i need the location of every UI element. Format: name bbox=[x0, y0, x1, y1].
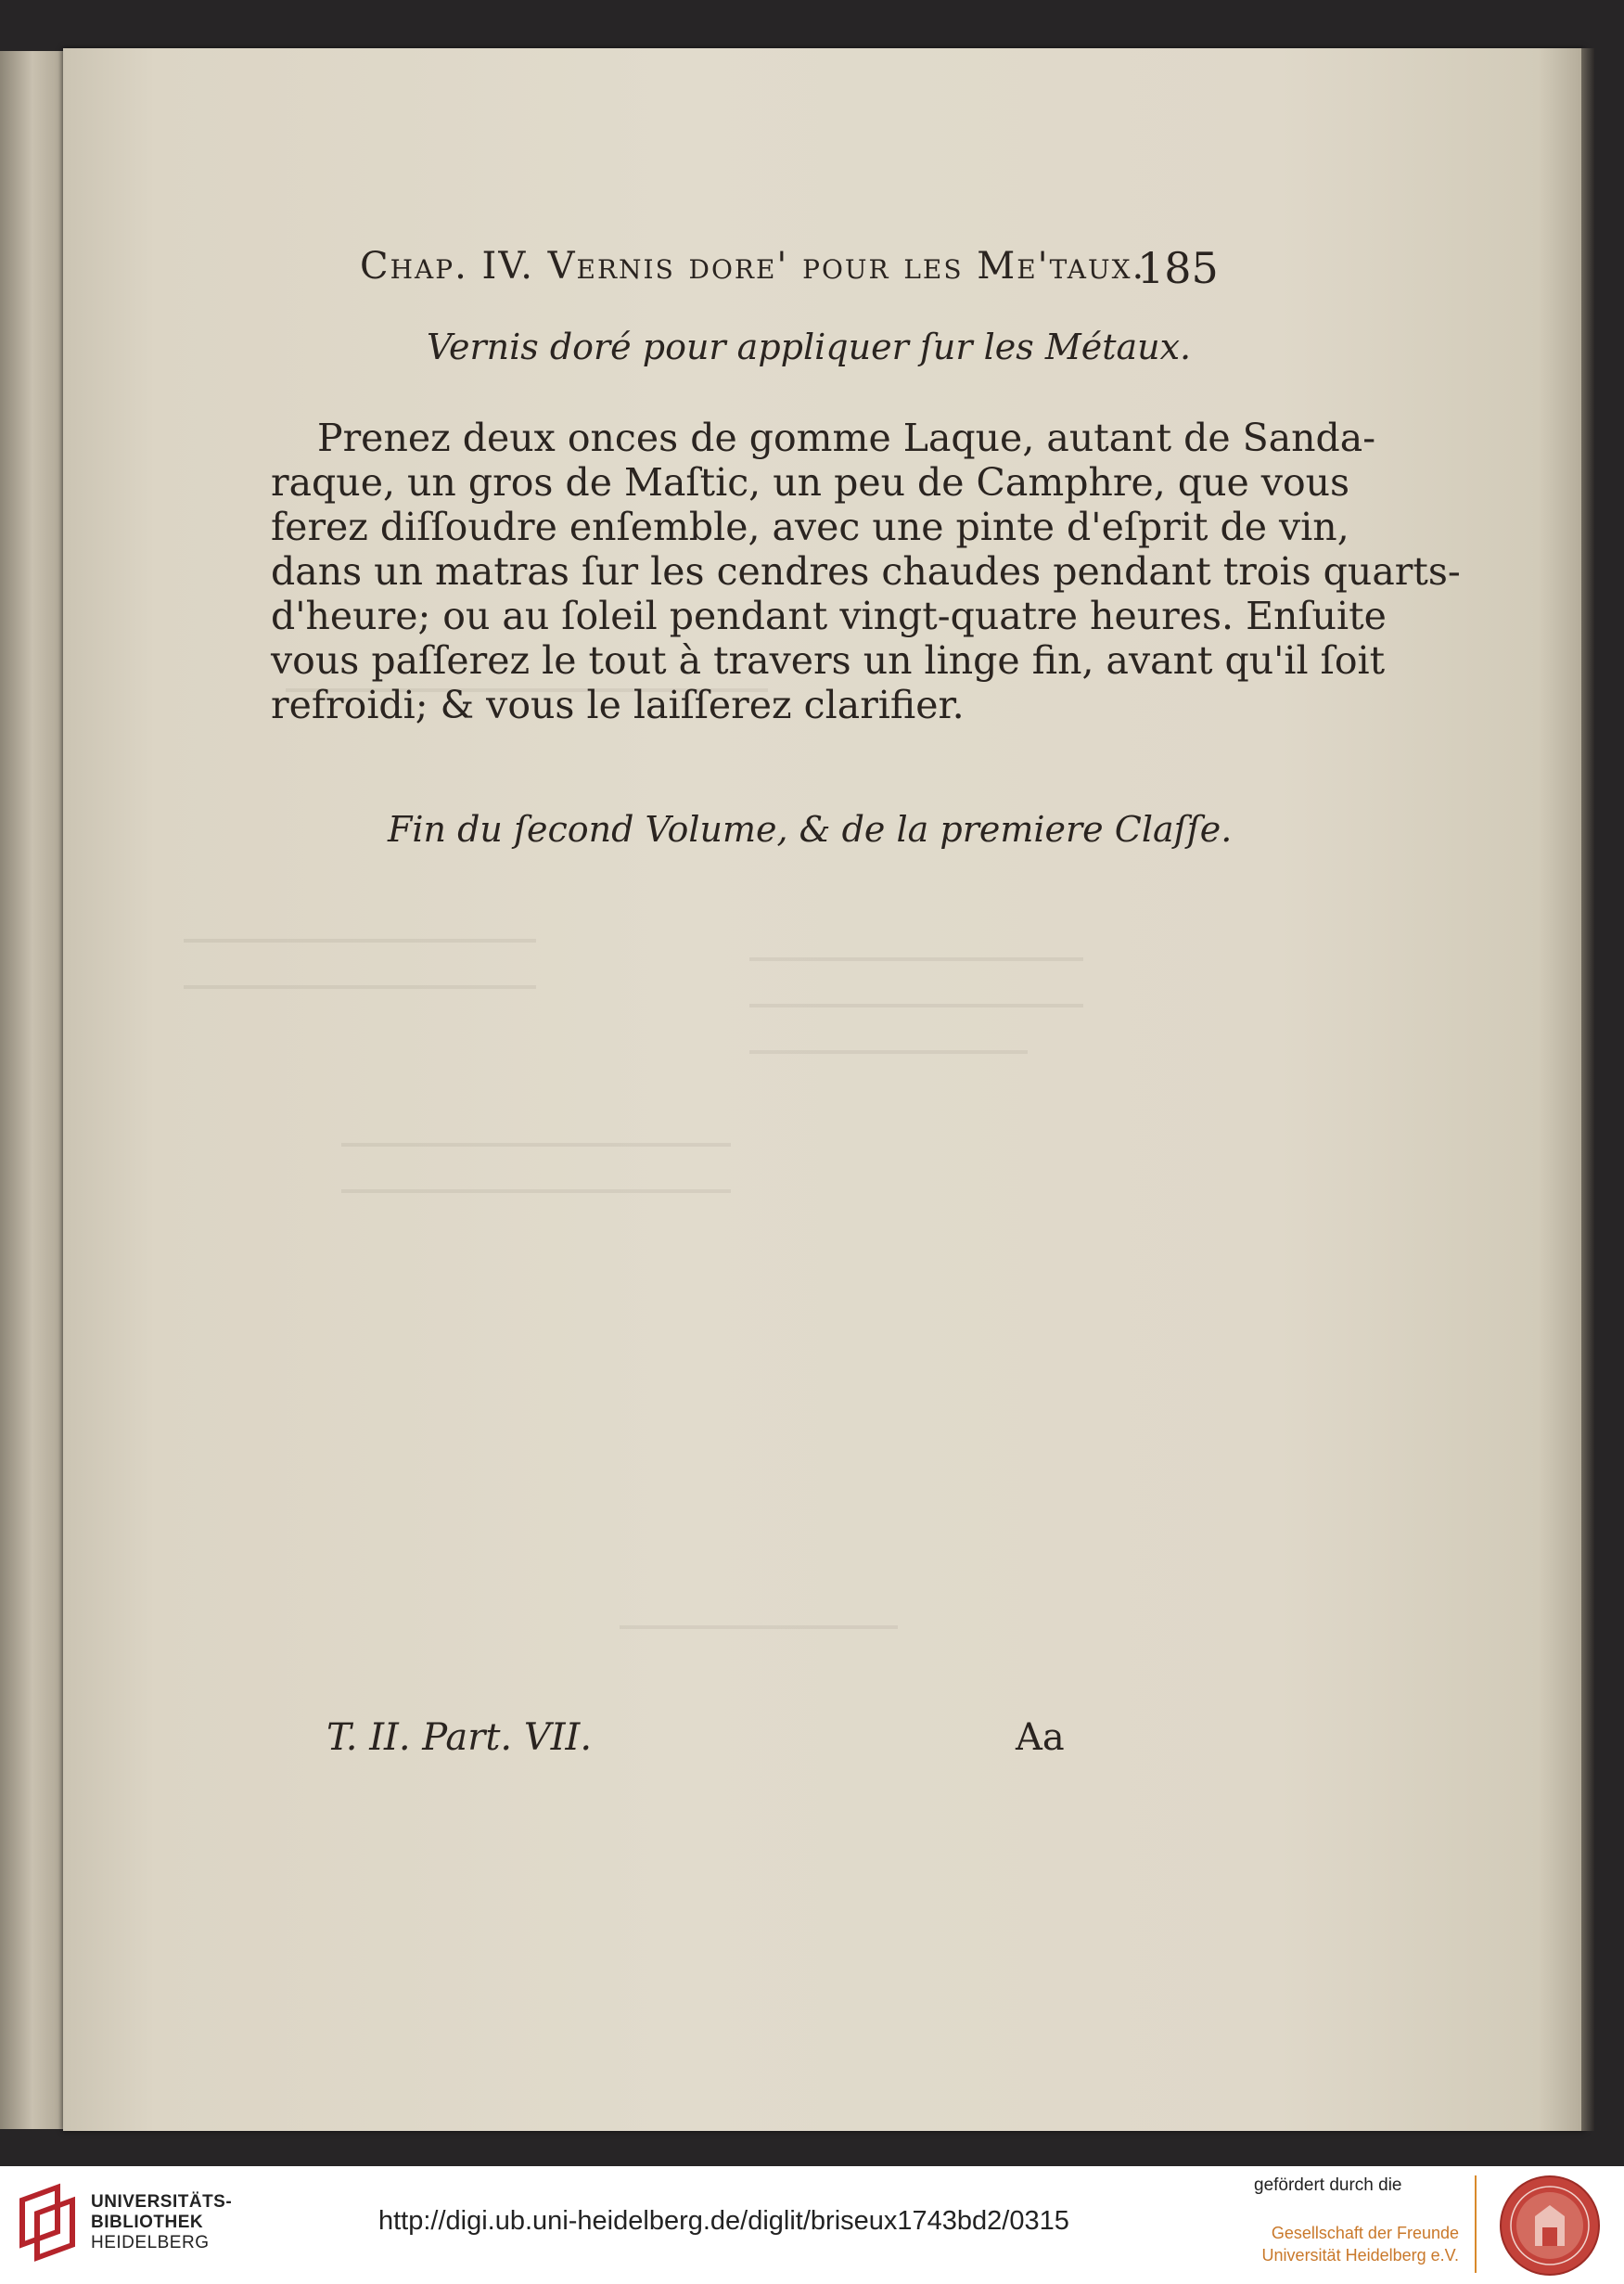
funded-by-label: gefördert durch die bbox=[1254, 2175, 1402, 2195]
signature-mark: T. II. Part. VII. bbox=[326, 1716, 593, 1759]
body-text-line: dans un matras ſur les cendres chaudes pendant trois quarts- bbox=[271, 549, 1461, 594]
show-through-text bbox=[341, 1143, 731, 1147]
divider bbox=[1475, 2175, 1477, 2273]
show-through-text bbox=[620, 1625, 898, 1629]
colophon: Fin du ſecond Volume, & de la premiere Claſſe. bbox=[388, 809, 1233, 850]
running-head: Chap. IV. Vernis dore' pour les Me'taux. bbox=[360, 245, 1146, 288]
body-text-line: vous paſſerez le tout à travers un linge fin, avant qu'il ſoit bbox=[271, 638, 1386, 683]
body-text-line: refroidi; & vous le laiſſerez clarifier. bbox=[271, 683, 965, 727]
show-through-text bbox=[184, 985, 536, 989]
library-name: BIBLIOTHEK bbox=[91, 2213, 204, 2232]
viewer-footer bbox=[0, 2166, 1624, 2284]
body-text-line: Prenez deux onces de gomme Laque, autant de Sanda- bbox=[317, 416, 1376, 460]
permalink[interactable]: http://digi.ub.uni-heidelberg.de/diglit/briseux1743bd2/0315 bbox=[378, 2206, 1069, 2236]
gathering-signature: Aa bbox=[1016, 1716, 1065, 1759]
sponsor-name[interactable]: Universität Heidelberg e.V. bbox=[1261, 2246, 1459, 2265]
body-text-line: d'heure; ou au ſoleil pendant vingt-quatre heures. Enſuite bbox=[271, 594, 1387, 638]
section-title: Vernis doré pour appliquer ſur les Métaux. bbox=[427, 327, 1192, 367]
left-page-edge bbox=[0, 51, 72, 2129]
show-through-text bbox=[749, 1050, 1028, 1054]
show-through-text bbox=[749, 1004, 1083, 1007]
show-through-text bbox=[341, 1189, 731, 1193]
show-through-text bbox=[749, 957, 1083, 961]
library-logo-icon[interactable] bbox=[19, 2183, 80, 2266]
library-name: HEIDELBERG bbox=[91, 2233, 210, 2252]
body-text-line: raque, un gros de Maſtic, un peu de Camphre, que vous bbox=[271, 460, 1350, 505]
body-text-line: ferez diſſoudre enſemble, avec une pinte d'eſprit de vin, bbox=[271, 505, 1349, 549]
sponsor-name[interactable]: Gesellschaft der Freunde bbox=[1271, 2224, 1459, 2242]
show-through-text bbox=[184, 939, 536, 943]
university-seal-icon bbox=[1498, 2174, 1602, 2278]
library-name: UNIVERSITÄTS- bbox=[91, 2192, 233, 2212]
page-edge-shadow bbox=[1581, 48, 1594, 2131]
page-number: 185 bbox=[1137, 243, 1219, 293]
